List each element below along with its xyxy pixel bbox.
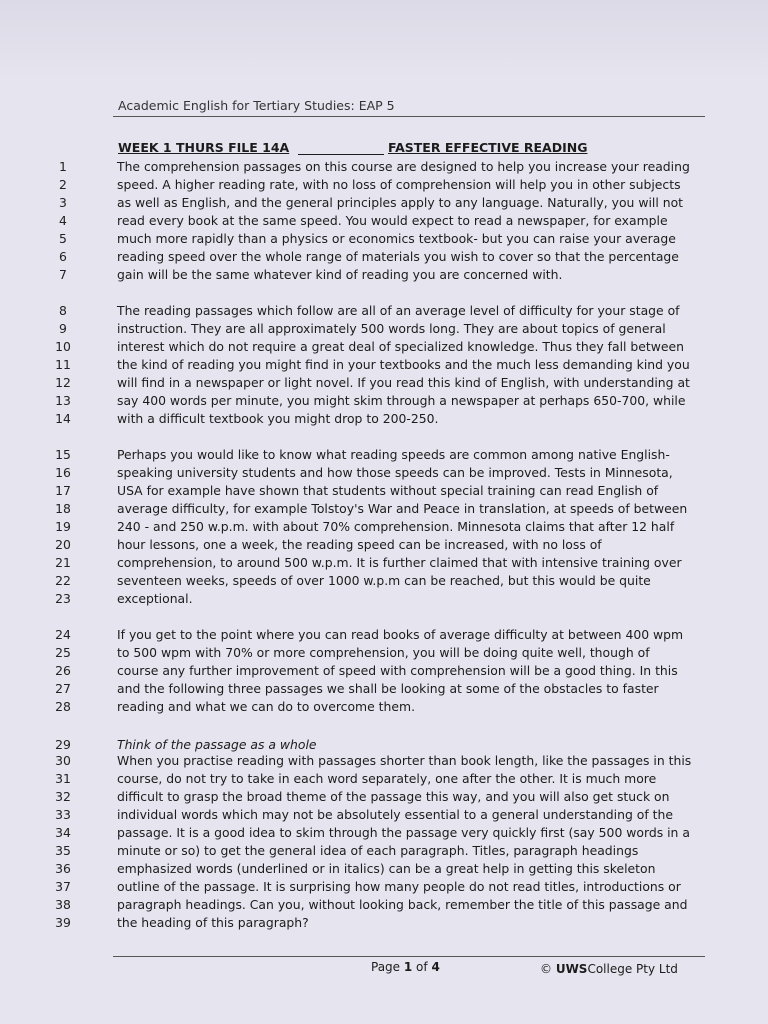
text-line: [0, 248, 768, 266]
page-middle: of: [412, 960, 432, 974]
line-text: instruction. They are all approximately 500 words long. They are about topics of general: [117, 321, 666, 336]
text-line: [0, 176, 768, 194]
line-text: to 500 wpm with 70% or more comprehension, you will be doing quite well, though of: [117, 645, 650, 660]
line-number: 25: [55, 645, 71, 660]
line-text: with a difficult textbook you might drop to 200-250.: [117, 411, 439, 426]
text-line: [0, 212, 768, 230]
text-line: [0, 770, 768, 788]
line-number: 23: [55, 591, 71, 606]
page-prefix: Page: [371, 960, 404, 974]
line-text: 240 - and 250 w.p.m. with about 70% comprehension. Minnesota claims that after 12 half: [117, 519, 675, 534]
line-number: 11: [55, 357, 71, 372]
line-text: individual words which may not be absolutely essential to a general understanding of the: [117, 807, 673, 822]
line-number: 34: [55, 825, 71, 840]
line-number: 9: [59, 321, 67, 336]
page-total: 4: [431, 960, 440, 974]
text-line: [0, 338, 768, 356]
line-number: 37: [55, 879, 71, 894]
line-number: 17: [55, 483, 71, 498]
header-rule: [113, 116, 705, 117]
course-header: Academic English for Tertiary Studies: EAP 5: [118, 98, 395, 113]
line-text: reading and what we can do to overcome them.: [117, 699, 416, 714]
paragraph-heading: Think of the passage as a whole: [117, 737, 317, 752]
text-line: [0, 878, 768, 896]
line-number: 38: [55, 897, 71, 912]
text-line: [0, 230, 768, 248]
line-text: say 400 words per minute, you might skim through a newspaper at perhaps 650-700, while: [117, 393, 686, 408]
footer-rule: [113, 956, 705, 957]
line-text: will find in a newspaper or light novel. If you read this kind of English, with understanding at: [117, 375, 690, 390]
text-line: [0, 320, 768, 338]
line-text: The reading passages which follow are all of an average level of difficulty for your stage of: [117, 303, 680, 318]
line-text: outline of the passage. It is surprising how many people do not read titles, introductions or: [117, 879, 681, 894]
text-line: [0, 446, 768, 464]
line-text: the heading of this paragraph?: [117, 915, 309, 930]
line-number: 13: [55, 393, 71, 408]
text-line: [0, 698, 768, 716]
line-number: 22: [55, 573, 71, 588]
copyright-symbol: ©: [540, 962, 556, 976]
text-line: [0, 824, 768, 842]
text-line: [0, 356, 768, 374]
text-line: [0, 500, 768, 518]
line-number: 16: [55, 465, 71, 480]
line-number: 35: [55, 843, 71, 858]
line-number: 7: [59, 267, 67, 282]
line-text: gain will be the same whatever kind of reading you are concerned with.: [117, 267, 563, 282]
line-number: 24: [55, 627, 71, 642]
text-line: [0, 158, 768, 176]
line-number: 31: [55, 771, 71, 786]
line-text: course, do not try to take in each word separately, one after the other. It is much more: [117, 771, 657, 786]
text-line: [0, 644, 768, 662]
page-indicator: [371, 960, 440, 974]
scan-shading: [0, 0, 768, 80]
line-number: 19: [55, 519, 71, 534]
line-text: and the following three passages we shall be looking at some of the obstacles to faster: [117, 681, 659, 696]
text-line: [0, 860, 768, 878]
text-line: [0, 536, 768, 554]
text-line: [0, 626, 768, 644]
title-topic: FASTER EFFECTIVE READING: [388, 140, 588, 155]
copyright-notice: [540, 962, 678, 976]
text-line: [0, 392, 768, 410]
line-text: interest which do not require a great deal of specialized knowledge. Thus they fall between: [117, 339, 684, 354]
line-number: 5: [59, 231, 67, 246]
line-number: 36: [55, 861, 71, 876]
text-line: [0, 410, 768, 428]
line-text: course any further improvement of speed with comprehension will be a good thing. In this: [117, 663, 678, 678]
line-text: passage. It is a good idea to skim through the passage very quickly first (say 500 words in a: [117, 825, 690, 840]
title-underline-gap: [298, 154, 384, 155]
line-text: The comprehension passages on this course are designed to help you increase your reading: [117, 159, 690, 174]
line-number: 26: [55, 663, 71, 678]
line-text: speaking university students and how those speeds can be improved. Tests in Minnesota,: [117, 465, 673, 480]
text-line: [0, 266, 768, 284]
line-number: 1: [59, 159, 67, 174]
line-number: 29: [55, 737, 71, 752]
line-text: When you practise reading with passages shorter than book length, like the passages in this: [117, 753, 692, 768]
line-number: 21: [55, 555, 71, 570]
line-text: minute or so) to get the general idea of each paragraph. Titles, paragraph headings: [117, 843, 639, 858]
line-text: If you get to the point where you can read books of average difficulty at between 400 wpm: [117, 627, 684, 642]
line-text: speed. A higher reading rate, with no loss of comprehension will help you in other subjects: [117, 177, 681, 192]
line-text: paragraph headings. Can you, without looking back, remember the title of this passage and: [117, 897, 688, 912]
text-line: [0, 680, 768, 698]
line-text: USA for example have shown that students without special training can read English of: [117, 483, 659, 498]
brand-suffix: College Pty Ltd: [587, 962, 678, 976]
line-text: as well as English, and the general principles apply to any language. Naturally, you will not: [117, 195, 684, 210]
line-number: 3: [59, 195, 67, 210]
text-line: [0, 914, 768, 932]
line-text: seventeen weeks, speeds of over 1000 w.p.m can be reached, but this would be quite: [117, 573, 651, 588]
line-number: 15: [55, 447, 71, 462]
line-text: read every book at the same speed. You would expect to read a newspaper, for example: [117, 213, 668, 228]
line-text: much more rapidly than a physics or economics textbook- but you can raise your average: [117, 231, 676, 246]
line-number: 28: [55, 699, 71, 714]
text-line: [0, 302, 768, 320]
line-text: comprehension, to around 500 w.p.m. It is further claimed that with intensive training over: [117, 555, 682, 570]
text-line: [0, 482, 768, 500]
line-text: reading speed over the whole range of materials you wish to cover so that the percentage: [117, 249, 679, 264]
brand-name: UWS: [555, 962, 588, 976]
text-line: [0, 842, 768, 860]
line-text: hour lessons, one a week, the reading speed can be increased, with no loss of: [117, 537, 602, 552]
text-line: [0, 788, 768, 806]
line-number: 27: [55, 681, 71, 696]
line-number: 30: [55, 753, 71, 768]
text-line: [0, 896, 768, 914]
line-number: 18: [55, 501, 71, 516]
text-line: [0, 590, 768, 608]
text-line: [0, 374, 768, 392]
text-line: [0, 554, 768, 572]
line-text: the kind of reading you might find in your textbooks and the much less demanding kind you: [117, 357, 690, 372]
text-line: [0, 662, 768, 680]
line-number: 12: [55, 375, 71, 390]
line-text: emphasized words (underlined or in italics) can be a great help in getting this skeleton: [117, 861, 656, 876]
line-number: 10: [55, 339, 71, 354]
text-line: [0, 194, 768, 212]
line-number: 32: [55, 789, 71, 804]
line-number: 2: [59, 177, 67, 192]
title-week: WEEK 1 THURS FILE 14A: [118, 140, 290, 155]
line-number: 39: [55, 915, 71, 930]
line-text: Perhaps you would like to know what reading speeds are common among native English-: [117, 447, 670, 462]
line-text: average difficulty, for example Tolstoy's War and Peace in translation, at speeds of between: [117, 501, 688, 516]
text-line: [0, 806, 768, 824]
line-number: 4: [59, 213, 67, 228]
line-number: 6: [59, 249, 67, 264]
line-number: 20: [55, 537, 71, 552]
line-text: difficult to grasp the broad theme of the passage this way, and you will also get stuck on: [117, 789, 670, 804]
page-current: 1: [403, 960, 413, 974]
text-line: [0, 518, 768, 536]
text-line: [0, 464, 768, 482]
text-line: [0, 752, 768, 770]
line-number: 14: [55, 411, 71, 426]
line-text: exceptional.: [117, 591, 193, 606]
line-number: 8: [59, 303, 67, 318]
line-number: 33: [55, 807, 71, 822]
text-line: [0, 572, 768, 590]
